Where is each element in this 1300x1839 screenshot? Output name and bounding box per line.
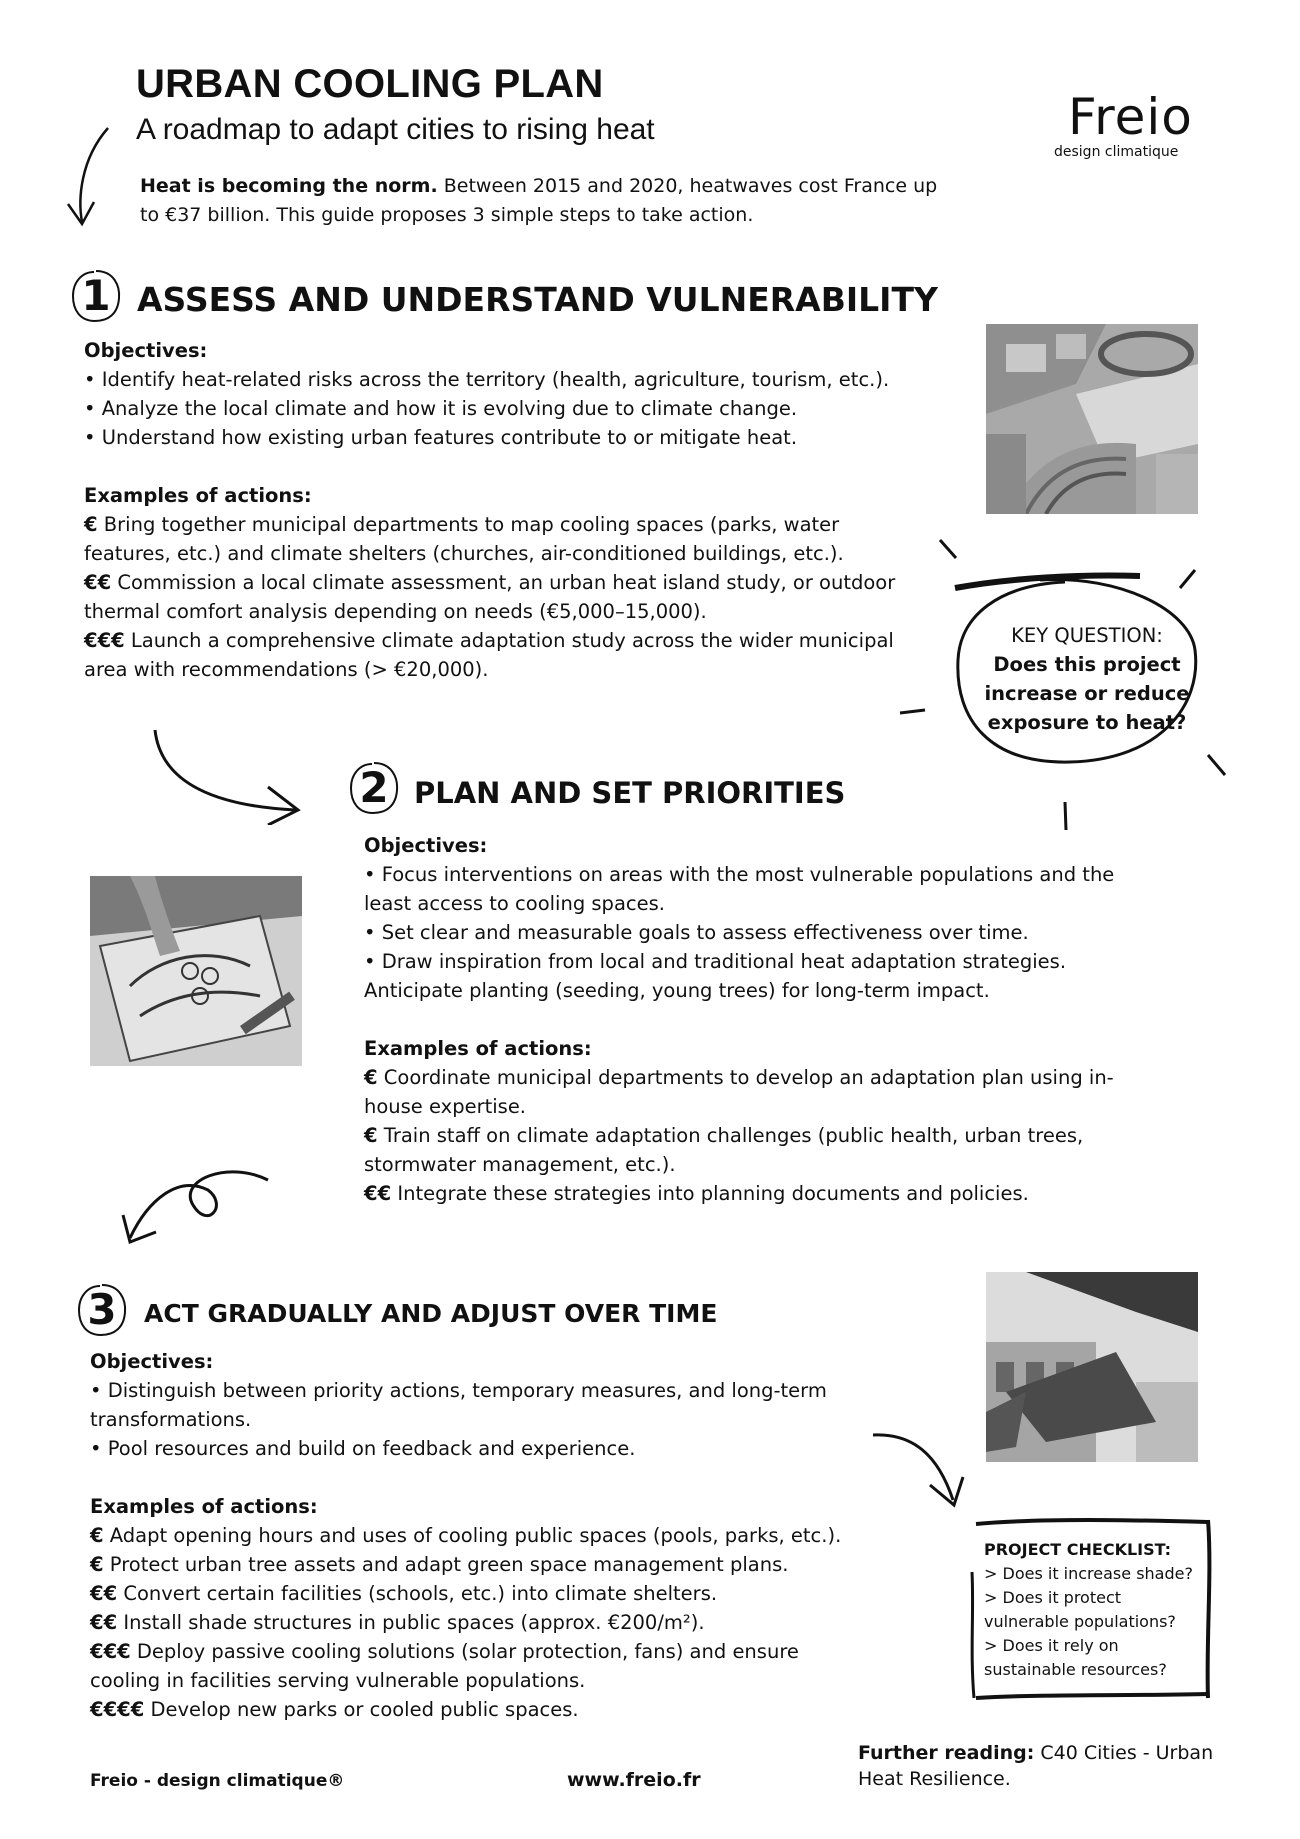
action-item [84,626,924,684]
action-item [90,1521,850,1550]
curved-arrow-icon [150,725,310,825]
section-3-actions-label: Examples of actions: [90,1495,318,1518]
cost-level: €€€€ [90,1698,145,1721]
cost-level: €€ [90,1582,118,1605]
checklist-item: > Does it rely on sustainable resources? [984,1636,1167,1679]
action-text: Deploy passive cooling solutions (solar protection, fans) and ensure cooling in facilities serving vulnerable populations. [90,1640,799,1692]
project-checklist [984,1538,1194,1682]
further-reading-label: Further reading: [858,1742,1035,1764]
step-1-number: 1 [81,271,111,320]
shade-sails-photo [986,1272,1198,1462]
cost-level: €€€ [90,1640,131,1663]
objective-item: • Distinguish between priority actions, temporary measures, and long-term transformations. [90,1379,827,1431]
section-1-title: ASSESS AND UNDERSTAND VULNERABILITY [137,280,938,319]
further-reading [858,1740,1238,1792]
objective-item: • Understand how existing urban features contribute to or mitigate heat. [84,426,798,449]
step-2-badge [348,760,400,816]
action-item [84,510,924,568]
section-3-title: ACT GRADUALLY AND ADJUST OVER TIME [144,1299,718,1328]
action-item [364,1121,1134,1179]
objective-item: • Focus interventions on areas with the most vulnerable populations and the least access to cooling spaces. [364,863,1115,915]
action-text: Integrate these strategies into planning documents and policies. [391,1182,1029,1205]
checklist-title: PROJECT CHECKLIST: [984,1540,1172,1559]
intro-text: Between 2015 and 2020, heatwaves cost France up to €37 billion. This guide proposes 3 simple steps to take action. [140,175,938,226]
action-text: Install shade structures in public spaces (approx. €200/m²). [117,1611,705,1634]
logo-tagline: design climatique [1054,144,1179,160]
objective-item: • Identify heat-related risks across the territory (health, agriculture, tourism, etc.). [84,368,890,391]
cost-level: € [84,513,98,536]
curved-arrow-icon [60,120,120,230]
objective-item: • Analyze the local climate and how it is evolving due to climate change. [84,397,798,420]
key-question-label: KEY QUESTION: [1011,624,1163,647]
section-2-objectives-label: Objectives: [364,834,488,857]
planning-workshop-photo [90,876,302,1066]
footer-website[interactable]: www.freio.fr [567,1769,701,1791]
footer-brand: Freio - design climatique® [90,1771,345,1791]
action-text: Develop new parks or cooled public spaces. [144,1698,579,1721]
section-3-body [90,1347,850,1724]
intro-lead: Heat is becoming the norm. [140,175,438,197]
intro-paragraph [140,172,940,230]
section-1-actions-label: Examples of actions: [84,484,312,507]
further-reading-text: C40 Cities - Urban Heat Resilience. [858,1742,1214,1790]
page-subtitle: A roadmap to adapt cities to rising heat [136,113,655,146]
freio-logo [1048,68,1198,168]
action-item [90,1579,850,1608]
action-text: Convert certain facilities (schools, etc.) into climate shelters. [117,1582,718,1605]
objective-item: • Draw inspiration from local and traditional heat adaptation strategies. Anticipate planting (seeding, young trees) for long-term impact. [364,950,1067,1002]
cost-level: € [364,1124,378,1147]
action-item [84,568,924,626]
action-item [90,1608,850,1637]
section-1-objectives-label: Objectives: [84,339,208,362]
cost-level: € [90,1524,104,1547]
objective-item: • Pool resources and build on feedback and experience. [90,1437,636,1460]
action-item [90,1695,850,1724]
page-title: URBAN COOLING PLAN [136,62,604,106]
cost-level: € [90,1553,104,1576]
cost-level: €€ [364,1182,392,1205]
loop-arrow-icon [118,1160,278,1250]
key-question [982,621,1192,737]
section-3-objectives-label: Objectives: [90,1350,214,1373]
checklist-item: > Does it protect vulnerable populations? [984,1588,1176,1631]
key-question-text: Does this project increase or reduce exposure to heat? [984,653,1190,734]
step-1-badge [70,268,122,324]
action-text: Adapt opening hours and uses of cooling public spaces (pools, parks, etc.). [103,1524,842,1547]
cost-level: € [364,1066,378,1089]
step-3-number: 3 [87,1285,117,1334]
curved-arrow-icon [868,1425,968,1515]
action-item [90,1637,850,1695]
cost-level: €€€ [84,629,125,652]
section-2-actions-label: Examples of actions: [364,1037,592,1060]
section-2-title: PLAN AND SET PRIORITIES [414,776,846,810]
cost-level: €€ [84,571,112,594]
logo-word: Freio [1068,88,1193,146]
city-model-photo [986,324,1198,514]
checklist-item: > Does it increase shade? [984,1564,1193,1583]
section-2-body [364,831,1134,1208]
action-item [364,1179,1134,1208]
objective-item: • Set clear and measurable goals to assess effectiveness over time. [364,921,1029,944]
step-3-badge [76,1282,128,1338]
cost-level: €€ [90,1611,118,1634]
action-text: Commission a local climate assessment, an urban heat island study, or outdoor thermal comfort analysis depending on needs (€5,000–15,000). [84,571,896,623]
action-item [90,1550,850,1579]
action-item [364,1063,1134,1121]
section-1-body [84,336,924,684]
action-text: Launch a comprehensive climate adaptation study across the wider municipal area with recommendations (> €20,000). [84,629,894,681]
action-text: Coordinate municipal departments to develop an adaptation plan using in-house expertise. [364,1066,1114,1118]
step-2-number: 2 [359,763,389,812]
action-text: Bring together municipal departments to map cooling spaces (parks, water features, etc.) and climate shelters (churches, air-conditioned buildings, etc.). [84,513,844,565]
action-text: Train staff on climate adaptation challenges (public health, urban trees, stormwater management, etc.). [364,1124,1084,1176]
action-text: Protect urban tree assets and adapt green space management plans. [103,1553,789,1576]
